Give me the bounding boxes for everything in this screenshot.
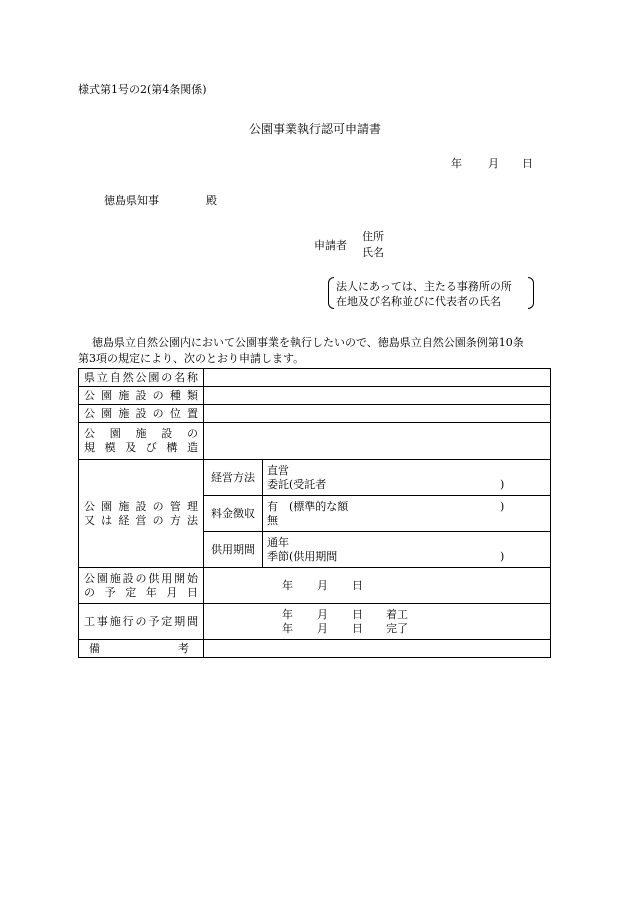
month-unit: 月: [317, 578, 328, 592]
date-month-label: 月: [488, 157, 499, 170]
table-row: [79, 604, 551, 640]
period-option-yearround: 通年: [267, 535, 289, 549]
page-title: 公園事業執行認可申請書: [249, 122, 382, 136]
day-unit: 日: [352, 578, 363, 592]
construction-period-field[interactable]: [204, 604, 551, 640]
method-option-consign-text: 委託(受託者: [267, 477, 327, 491]
intro-line1: 徳島県立自然公園内において公園事業を執行したいので、徳島県立自然公園条例第10条: [92, 336, 524, 349]
scale-label-line1: 公園施設の: [84, 427, 198, 440]
form-number: 様式第1号の2(第4条関係): [78, 83, 207, 96]
year-unit: 年: [282, 621, 293, 635]
management-label-line1: 公園施設の管理: [84, 499, 198, 513]
facility-location-field[interactable]: [204, 405, 551, 423]
construction-end-word: 完了: [386, 621, 408, 635]
table-row: [79, 423, 551, 460]
facility-type-label: 公園施設の種類: [79, 387, 204, 405]
month-unit: 月: [317, 621, 328, 635]
facility-type-field[interactable]: [204, 387, 551, 405]
start-date-label: [79, 568, 204, 604]
period-field[interactable]: [263, 532, 551, 568]
date-day-label: 日: [522, 157, 533, 170]
fee-label: 料金徴収: [204, 496, 263, 532]
method-option-consign: [267, 478, 546, 492]
close-paren: ): [500, 549, 505, 563]
park-name-field[interactable]: [204, 369, 551, 387]
period-label: 供用期間: [204, 532, 263, 568]
table-row: [79, 460, 551, 496]
start-date-field[interactable]: [204, 568, 551, 604]
month-unit: 月: [317, 607, 328, 621]
construction-period-label: 工事施行の予定期間: [79, 604, 204, 640]
date-year-label: 年: [451, 157, 462, 170]
construction-start-word: 着工: [386, 607, 408, 621]
year-unit: 年: [282, 578, 293, 592]
construction-start-line: [208, 608, 546, 622]
application-table: [78, 368, 551, 658]
corporate-note: [330, 277, 530, 307]
period-option-seasonal: [267, 550, 546, 564]
remarks-label: 備考: [79, 640, 204, 658]
method-label: 経営方法: [204, 460, 263, 496]
table-row: [79, 640, 551, 658]
applicant-address-label: 住所: [362, 230, 384, 243]
management-label: [79, 460, 204, 568]
corporate-note-line2: 在地及び名称並びに代表者の氏名: [336, 295, 501, 308]
construction-end-line: [208, 622, 546, 636]
scale-structure-label: [79, 423, 204, 460]
scale-structure-field[interactable]: [204, 423, 551, 460]
day-unit: 日: [352, 607, 363, 621]
intro-line2: 第3項の規定により、次のとおり申請します。: [78, 352, 305, 365]
period-option-seasonal-text: 季節(供用期間: [267, 549, 338, 563]
addressee: 徳島県知事: [104, 194, 159, 207]
table-row: [79, 369, 551, 387]
corporate-note-line1: 法人にあっては、主たる事務所の所: [336, 280, 512, 293]
applicant-label: 申請者: [314, 239, 347, 252]
close-paren: ): [500, 499, 505, 513]
day-unit: 日: [352, 621, 363, 635]
fee-option-yes: [267, 500, 546, 514]
start-date-values: [208, 579, 546, 593]
start-date-label-line1: 公園施設の供用開始: [84, 571, 198, 585]
park-name-label: 県立自然公園の名称: [79, 369, 204, 387]
table-row: [79, 387, 551, 405]
right-bracket: [528, 277, 534, 309]
facility-location-label: 公園施設の位置: [79, 405, 204, 423]
scale-label-line2: 規模及び構造: [84, 441, 198, 454]
year-unit: 年: [282, 607, 293, 621]
table-row: [79, 405, 551, 423]
close-paren: ): [500, 477, 505, 491]
fee-option-yes-text: 有 (標準的な額: [267, 499, 349, 513]
management-label-line2: 又は経営の方法: [84, 513, 198, 527]
fee-option-no: 無: [267, 513, 278, 527]
remarks-field[interactable]: [204, 640, 551, 658]
left-bracket: [328, 277, 334, 309]
honorific: 殿: [206, 194, 217, 207]
fee-field[interactable]: [263, 496, 551, 532]
applicant-name-label: 氏名: [362, 246, 384, 259]
method-option-direct: 直営: [267, 463, 289, 477]
method-field[interactable]: [263, 460, 551, 496]
start-date-label-line2: の予定年月日: [84, 585, 198, 599]
table-row: [79, 568, 551, 604]
